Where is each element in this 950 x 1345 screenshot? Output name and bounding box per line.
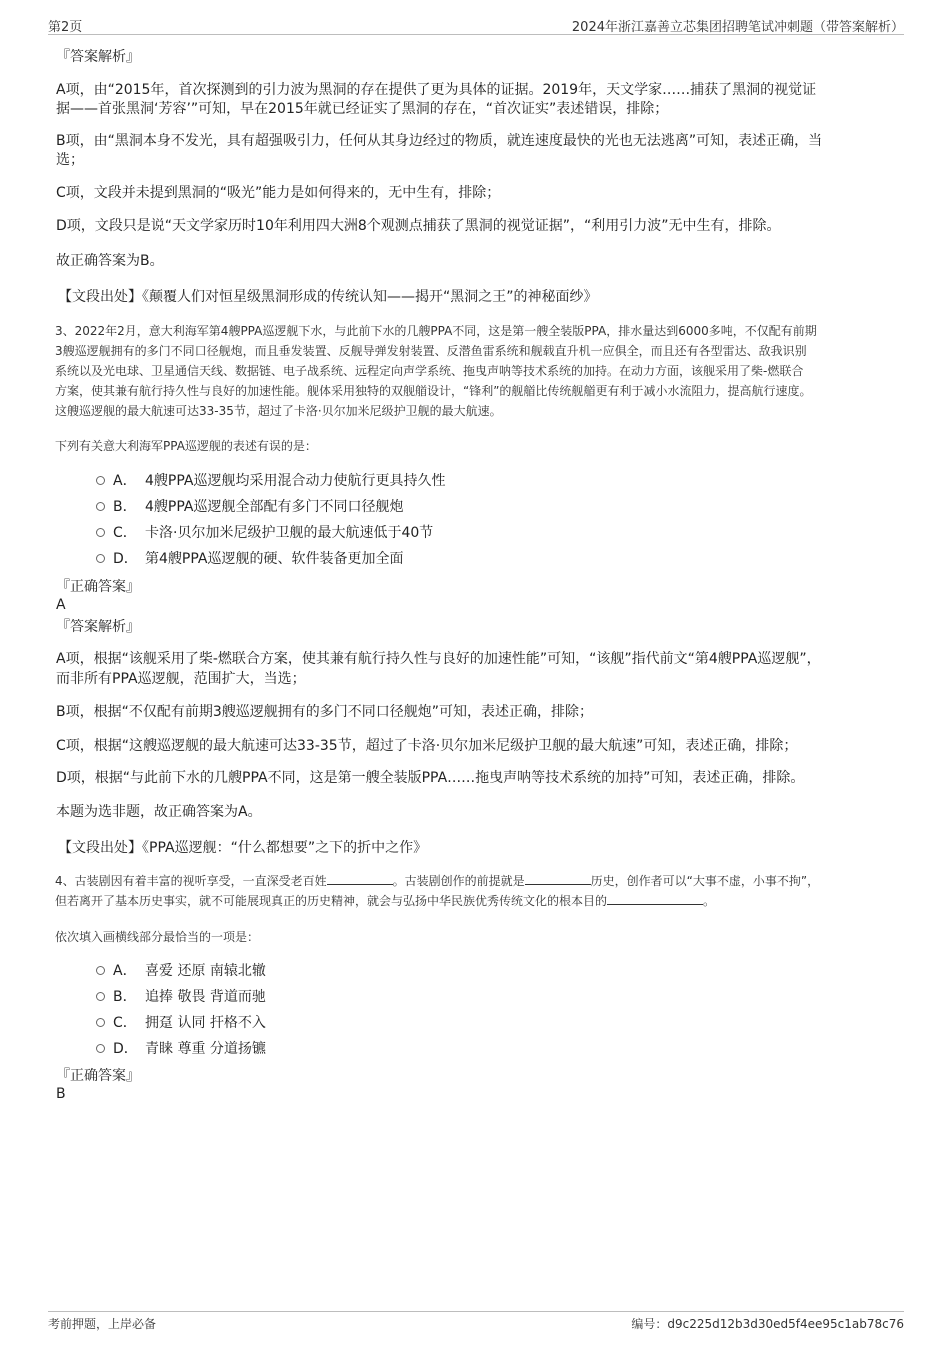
option-key: B． (113, 989, 137, 1005)
page-header (48, 14, 904, 35)
q3-analysis-title: 『答案解析』 (56, 619, 140, 635)
q3-analysis-line-1: A项，根据“该舰采用了柴-燃联合方案，使其兼有航行持久性与良好的加速性能”可知，“该舰”指代前文“第4艘PPA巡逻舰”， (56, 651, 821, 667)
option-text: 拥趸 认同 扞格不入 (145, 1015, 266, 1031)
q3-stem-line-3: 系统以及光电球、卫星通信天线、数据链、电子战系统、远程定向声学系统、拖曳声呐等技术系统的加持。在动力方面，该舰采用了柴-燃联合 (55, 364, 804, 378)
q2-analysis-line-1: A项，由“2015年，首次探测到的引力波为黑洞的存在提供了更为具体的证据。2019年，天文学家……捕获了黑洞的视觉证 (56, 82, 817, 98)
q4-stem-part-e: 。 (703, 894, 716, 908)
q3-analysis-line-3: B项，根据“不仅配有前期3艘巡逻舰拥有的多门不同口径舰炮”可知，表述正确，排除； (56, 704, 594, 720)
q4-answer-title: 『正确答案』 (56, 1068, 140, 1084)
option-key: D． (113, 551, 138, 567)
blank-2 (525, 872, 591, 885)
q3-stem-line-4: 方案，使其兼有航行持久性与良好的加速性能。舰体采用独特的双舰艏设计，“锋利”的舰艏比传统舰艏更有利于减小水流阻力，提高航行速度。 (55, 384, 812, 398)
q4-stem-line-1 (55, 872, 819, 890)
q3-option-b[interactable] (96, 496, 403, 516)
document-title: 2024年浙江嘉善立芯集团招聘笔试冲刺题（带答案解析） (571, 20, 904, 35)
q4-option-d[interactable] (96, 1038, 266, 1058)
page-number: 第2页 (48, 20, 83, 35)
q4-option-b[interactable] (96, 986, 266, 1006)
radio-icon[interactable] (96, 1044, 105, 1053)
radio-icon[interactable] (96, 502, 105, 511)
radio-icon[interactable] (96, 554, 105, 563)
q3-stem-line-1: 3、2022年2月，意大利海军第4艘PPA巡逻舰下水，与此前下水的几艘PPA不同，这是第一艘全装版PPA，排水量达到6000多吨，不仅配有前期 (55, 324, 817, 338)
option-key: C． (113, 525, 137, 541)
radio-icon[interactable] (96, 1018, 105, 1027)
q3-prompt: 下列有关意大利海军PPA巡逻舰的表述有误的是： (55, 439, 317, 453)
q3-stem-line-2: 3艘巡逻舰拥有的多门不同口径舰炮，而且垂发装置、反舰导弹发射装置、反潜鱼雷系统和舰载直升机一应俱全，而且还有各型雷达、敌我识别 (55, 344, 807, 358)
blank-1 (327, 872, 393, 885)
q3-analysis-line-4: C项，根据“这艘巡逻舰的最大航速可达33-35节，超过了卡洛·贝尔加米尼级护卫舰的最大航速”可知，表述正确，排除； (56, 738, 798, 754)
q4-stem-part-d: 但若离开了基本历史事实，就不可能展现真正的历史精神，就会与弘扬中华民族优秀传统文化的根本目的 (55, 894, 608, 908)
q3-stem-line-5: 这艘巡逻舰的最大航速可达33-35节，超过了卡洛·贝尔加米尼级护卫舰的最大航速。 (55, 404, 502, 418)
option-key: A． (113, 473, 137, 489)
q2-analysis-line-5: C项，文段并未提到黑洞的“吸光”能力是如何得来的，无中生有，排除； (56, 185, 501, 201)
q3-option-c[interactable] (96, 522, 433, 542)
option-key: A． (113, 963, 137, 979)
q4-option-c[interactable] (96, 1012, 266, 1032)
q4-option-a[interactable] (96, 960, 266, 980)
q3-option-d[interactable] (96, 548, 403, 568)
option-text: 青睐 尊重 分道扬镳 (145, 1041, 266, 1057)
q2-analysis-title: 『答案解析』 (56, 49, 140, 65)
radio-icon[interactable] (96, 476, 105, 485)
q4-stem-line-2 (55, 892, 715, 910)
option-text: 喜爱 还原 南辕北辙 (145, 963, 266, 979)
q3-answer: A (56, 597, 66, 613)
q2-analysis-line-2: 据——首张黑洞‘芳容’”可知，早在2015年就已经证实了黑洞的存在，“首次证实”表述错误，排除； (56, 101, 669, 117)
option-text: 追捧 敬畏 背道而驰 (145, 989, 266, 1005)
option-key: C． (113, 1015, 137, 1031)
q3-source: 【文段出处】《PPA巡逻舰：“什么都想要”之下的折中之作》 (58, 840, 428, 856)
q3-analysis-line-2: 而非所有PPA巡逻舰，范围扩大，当选； (56, 671, 306, 687)
q2-analysis-line-6: D项，文段只是说“天文学家历时10年利用四大洲8个观测点捕获了黑洞的视觉证据”，“利用引力波”无中生有，排除。 (56, 218, 781, 234)
radio-icon[interactable] (96, 992, 105, 1001)
radio-icon[interactable] (96, 528, 105, 537)
page-footer (48, 1311, 904, 1331)
q4-answer: B (56, 1086, 66, 1102)
option-key: B． (113, 499, 137, 515)
radio-icon[interactable] (96, 966, 105, 975)
q4-stem-part-a: 4、古装剧因有着丰富的视听享受，一直深受老百姓 (55, 874, 327, 888)
q3-conclusion: 本题为选非题，故正确答案为A。 (56, 804, 262, 820)
q4-prompt: 依次填入画横线部分最恰当的一项是： (55, 930, 260, 944)
blank-3 (607, 892, 703, 905)
q2-conclusion: 故正确答案为B。 (56, 253, 164, 269)
option-text: 第4艘PPA巡逻舰的硬、软件装备更加全面 (145, 551, 404, 567)
option-key: D． (113, 1041, 138, 1057)
q2-analysis-line-4: 选； (56, 152, 84, 168)
option-text: 4艘PPA巡逻舰均采用混合动力使航行更具持久性 (145, 473, 446, 489)
option-text: 卡洛·贝尔加米尼级护卫舰的最大航速低于40节 (145, 525, 434, 541)
q4-stem-part-b: 。古装剧创作的前提就是 (392, 874, 525, 888)
footer-slogan: 考前押题，上岸必备 (48, 1317, 157, 1331)
q4-stem-part-c: 历史，创作者可以“大事不虚，小事不拘”， (590, 874, 820, 888)
option-text: 4艘PPA巡逻舰全部配有多门不同口径舰炮 (145, 499, 404, 515)
q3-answer-title: 『正确答案』 (56, 579, 140, 595)
document-code: 编号：d9c225d12b3d30ed5f4ee95c1ab78c76 (631, 1317, 904, 1331)
q3-option-a[interactable] (96, 470, 445, 490)
q3-analysis-line-5: D项，根据“与此前下水的几艘PPA不同，这是第一艘全装版PPA……拖曳声呐等技术系统的加持”可知，表述正确，排除。 (56, 770, 805, 786)
q2-source: 【文段出处】《颠覆人们对恒星级黑洞形成的传统认知——揭开“黑洞之王”的神秘面纱》 (58, 289, 598, 305)
q2-analysis-line-3: B项，由“黑洞本身不发光，具有超强吸引力，任何从其身边经过的物质，就连速度最快的光也无法逃离”可知，表述正确，当 (56, 133, 823, 149)
